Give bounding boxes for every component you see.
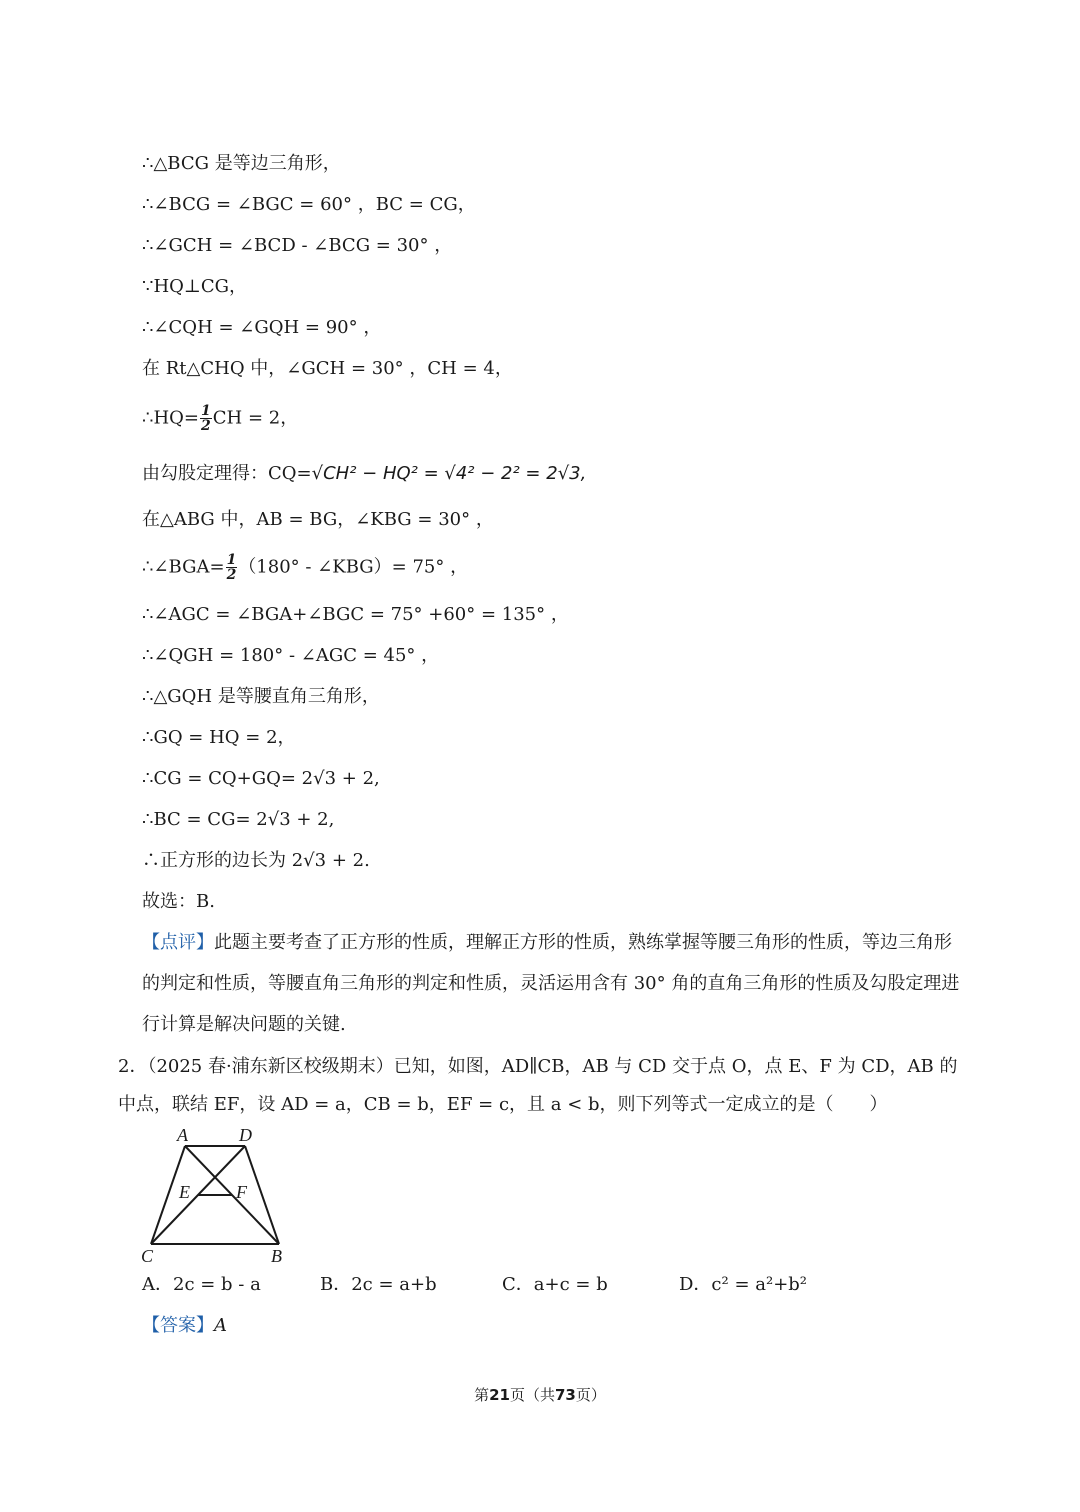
solution-line: ∴∠BCG = ∠BGC = 60° ，BC = CG， bbox=[142, 194, 476, 215]
label-f: F bbox=[236, 1182, 247, 1202]
label-c: C bbox=[141, 1246, 154, 1266]
comment-tag: 【点评】 bbox=[142, 932, 214, 953]
comment-text: 此题主要考查了正方形的性质，理解正方形的性质，熟练掌握等腰三角形的性质，等边三角形的判定和性质，等腰直角三角形的判定和性质，灵活运用含有 30° 角的直角三角形的性质及勾股定理进行计算是解决问题的关键. bbox=[142, 932, 960, 1035]
footer-page-number: 21 bbox=[489, 1386, 510, 1404]
solution-line: ∴△GQH 是等腰直角三角形， bbox=[142, 686, 380, 707]
fraction-denominator: 2 bbox=[226, 567, 237, 583]
solution-line: 在△ABG 中，AB = BG，∠KBG = 30° ， bbox=[142, 509, 494, 530]
pythagoras-expression: √CH² − HQ² = √4² − 2² = 2√3, bbox=[311, 463, 587, 484]
footer-post: 页） bbox=[575, 1386, 606, 1404]
bga-line bbox=[142, 553, 468, 582]
question-2 bbox=[118, 1048, 968, 1124]
pythagoras-prefix: 由勾股定理得：CQ= bbox=[142, 463, 312, 484]
answer-tag: 【答案】 bbox=[142, 1315, 214, 1336]
comment-paragraph bbox=[142, 922, 967, 1045]
option-c: C．a+c = b bbox=[502, 1274, 608, 1295]
fraction bbox=[226, 553, 238, 582]
footer-mid: 页（共 bbox=[509, 1386, 555, 1404]
question-number: 2． bbox=[118, 1056, 148, 1077]
question-text: （2025 春·浦东新区校级期末）已知，如图，AD∥CB，AB 与 CD 交于点 O，点 E、F 为 CD，AB 的中点，联结 EF，设 AD = a，CB = b，EF = c，且 a < b，则下列等式一定成立的是（ ） bbox=[118, 1056, 958, 1115]
solution-line: 在 Rt△CHQ 中，∠GCH = 30° ，CH = 4， bbox=[142, 358, 513, 379]
label-b: B bbox=[271, 1246, 282, 1266]
solution-line: ∴∠GCH = ∠BCD - ∠BCG = 30° ， bbox=[142, 235, 453, 256]
fraction-denominator: 2 bbox=[201, 418, 211, 434]
solution-line: ∴∠CQH = ∠GQH = 90° ， bbox=[142, 317, 382, 338]
answer-value: A bbox=[214, 1315, 227, 1336]
fraction-numerator: 1 bbox=[226, 552, 237, 568]
solution-line: ∴∠QGH = 180° - ∠AGC = 45° ， bbox=[142, 645, 440, 666]
solution-line: ∴∠AGC = ∠BGA+∠BGC = 75° +60° = 135° ， bbox=[142, 604, 569, 625]
option-d: D．c² = a²+b² bbox=[679, 1274, 808, 1295]
bga-prefix: ∴∠BGA= bbox=[142, 556, 225, 578]
footer-total-pages: 73 bbox=[555, 1386, 576, 1404]
side-db bbox=[245, 1146, 279, 1244]
page-footer bbox=[0, 1384, 1080, 1405]
hq-line bbox=[142, 404, 298, 433]
bga-suffix: （180° - ∠KBG）= 75° ， bbox=[238, 556, 469, 578]
option-a: A．2c = b - a bbox=[142, 1274, 261, 1295]
hq-prefix: ∴HQ= bbox=[142, 407, 199, 429]
label-a: A bbox=[177, 1125, 188, 1145]
fraction bbox=[200, 404, 212, 433]
label-e: E bbox=[179, 1182, 190, 1202]
solution-line: ∴CG = CQ+GQ= 2√3 + 2, bbox=[142, 768, 380, 789]
solution-line: ∵HQ⊥CG， bbox=[142, 276, 247, 297]
solution-line: ∴正方形的边长为 2√3 + 2. bbox=[142, 850, 370, 871]
solution-line: ∴△BCG 是等边三角形， bbox=[142, 153, 341, 174]
trapezoid-figure bbox=[135, 1122, 295, 1267]
hq-suffix: CH = 2， bbox=[212, 407, 299, 429]
answer-line bbox=[142, 1314, 227, 1338]
option-b: B．2c = a+b bbox=[320, 1274, 437, 1295]
solution-line: ∴GQ = HQ = 2， bbox=[142, 727, 296, 748]
solution-line: ∴BC = CG= 2√3 + 2, bbox=[142, 809, 335, 830]
fraction-numerator: 1 bbox=[201, 403, 211, 419]
label-d: D bbox=[239, 1125, 252, 1145]
pythagoras-line bbox=[142, 462, 586, 486]
footer-pre: 第 bbox=[474, 1386, 490, 1404]
solution-line: 故选：B. bbox=[142, 891, 215, 912]
